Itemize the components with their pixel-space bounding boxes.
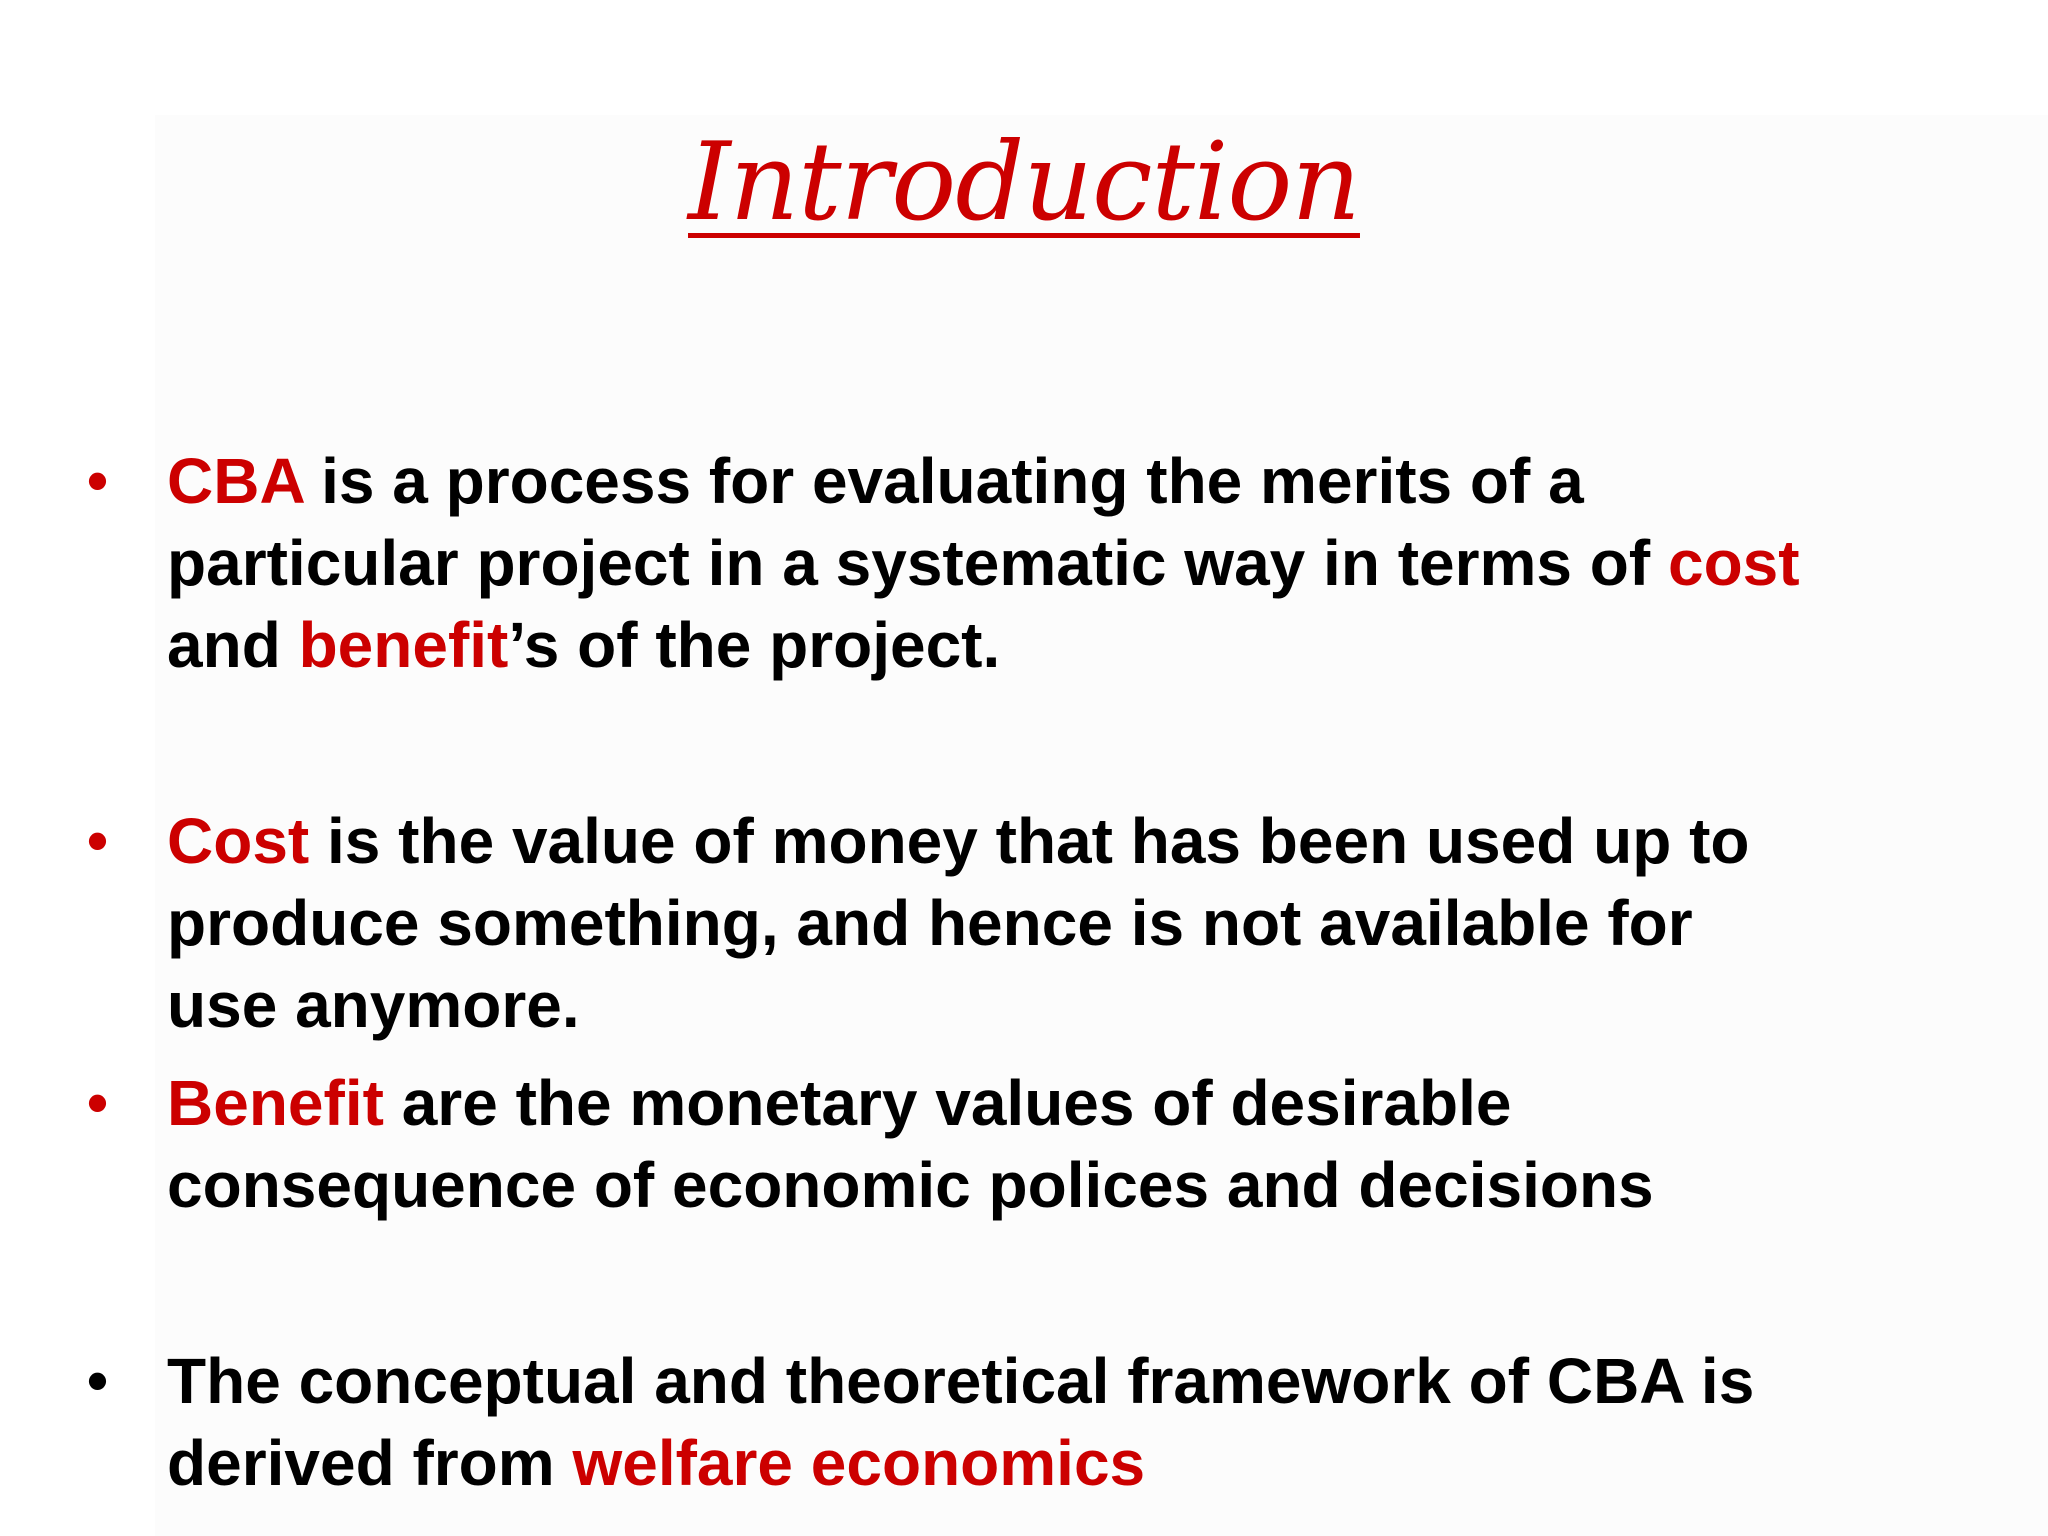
text-run: consequence of economic polices and decisions bbox=[167, 1149, 1654, 1221]
bullet-marker: • bbox=[87, 1347, 109, 1414]
bullet-marker: • bbox=[87, 447, 109, 514]
highlight-term: welfare economics bbox=[572, 1427, 1146, 1499]
bullet-line bbox=[167, 1340, 2007, 1422]
bullet-text bbox=[167, 1062, 2007, 1226]
text-run: produce something, and hence is not available for bbox=[167, 887, 1693, 959]
bullet-text bbox=[167, 1340, 2007, 1504]
text-run: The conceptual and theoretical framework of CBA is bbox=[167, 1345, 1755, 1417]
bullet-marker: • bbox=[87, 807, 109, 874]
bullet-line bbox=[167, 1144, 2007, 1226]
bullet-line bbox=[167, 964, 2007, 1046]
slide-title: Introduction bbox=[688, 120, 1360, 245]
bullet-line bbox=[167, 522, 2007, 604]
bullet-marker: • bbox=[87, 1069, 109, 1136]
bullet-line bbox=[167, 604, 2007, 686]
text-run: and bbox=[167, 609, 299, 681]
highlight-term: Benefit bbox=[167, 1067, 384, 1139]
bullet-text bbox=[167, 440, 2007, 686]
bullet-line bbox=[167, 1422, 2007, 1504]
bullet-line bbox=[167, 1062, 2007, 1144]
bullet-text bbox=[167, 800, 2007, 1046]
text-run: particular project in a systematic way in terms of bbox=[167, 527, 1668, 599]
highlight-term: cost bbox=[1667, 527, 1800, 599]
text-run: derived from bbox=[167, 1427, 573, 1499]
highlight-term: Cost bbox=[167, 805, 310, 877]
bullet-line bbox=[167, 440, 2007, 522]
text-run: ’s of the project. bbox=[508, 609, 1001, 681]
highlight-term: benefit bbox=[298, 609, 509, 681]
highlight-term: CBA bbox=[167, 445, 304, 517]
text-run: are the monetary values of desirable bbox=[383, 1067, 1512, 1139]
bullet-line bbox=[167, 882, 2007, 964]
text-run: use anymore. bbox=[167, 969, 580, 1041]
text-run: is the value of money that has been used up to bbox=[309, 805, 1750, 877]
text-run: is a process for evaluating the merits of a bbox=[303, 445, 1584, 517]
bullet-line bbox=[167, 800, 2007, 882]
